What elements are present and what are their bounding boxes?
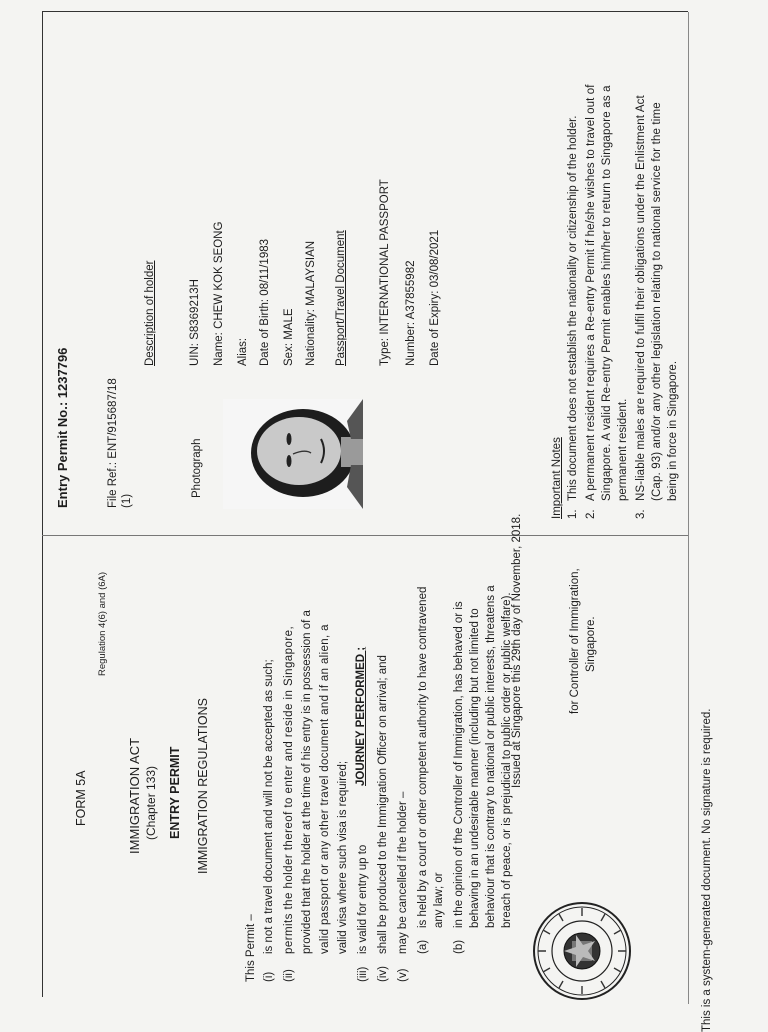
item-number: (v) — [397, 968, 409, 982]
holder-alias: Alias: — [237, 337, 249, 366]
photo-icon — [223, 399, 363, 509]
document-fold-line — [42, 535, 688, 536]
document-border-right — [42, 11, 688, 12]
note-number: 1. — [567, 509, 579, 519]
passport-heading: Passport/Travel Document — [335, 230, 347, 366]
passport-type: Type: INTERNATIONAL PASSPORT — [379, 179, 391, 366]
official-seal — [532, 901, 632, 1001]
subitem-line: breach of peace, or is prejudicial to public order or public welfare). — [501, 592, 513, 928]
passport-number: Number: A37855982 — [405, 260, 417, 366]
item-number: (iv) — [377, 966, 389, 982]
item-line: provided that the holder at the time of his entry is in possession of a — [301, 610, 313, 954]
holder-sex: Sex: MALE — [283, 308, 295, 366]
item-number: (ii) — [283, 969, 295, 982]
note-line: permanent resident. — [617, 398, 629, 501]
holder-uin: UIN: S8369213H — [189, 279, 201, 366]
holder-name: Name: CHEW KOK SEONG — [213, 221, 225, 366]
subitem-line: any law; or — [433, 872, 445, 928]
subitem-line: behaviour that is contrary to national or public interests, threatens a — [485, 585, 497, 928]
entry-permit-title: ENTRY PERMIT — [168, 746, 182, 839]
document-border-top — [42, 12, 43, 997]
note-line: (Cap. 93) and/or any other legislation relating to national service for the time — [651, 102, 663, 501]
regulations-title: IMMIGRATION REGULATIONS — [196, 698, 210, 874]
permit-intro: This Permit – — [245, 914, 257, 982]
holder-dob: Date of Birth: 08/11/1983 — [259, 238, 271, 366]
regulation-reference: Regulation 4(6) and (6A) — [97, 571, 108, 676]
passport-expiry: Date of Expiry: 03/08/2021 — [429, 229, 441, 366]
important-notes-heading: Important Notes — [551, 437, 563, 519]
item-number: (i) — [263, 971, 275, 982]
item-line: valid passport or any other travel document and if an alien, a — [319, 624, 331, 954]
note-number: 3. — [635, 509, 647, 519]
note-line: Singapore. A valid Re-entry Permit enables him/her to return to Singapore as a — [601, 85, 613, 501]
description-heading: Description of holder — [144, 260, 156, 366]
note-line: NS-liable males are required to fulfil their obligations under the Enlistment Act — [635, 95, 647, 501]
controller-title: for Controller of Immigration, — [569, 568, 581, 714]
note-line: This document does not establish the nationality or citizenship of the holder. — [567, 115, 579, 501]
note-line: being in force in Singapore. — [667, 360, 679, 501]
item-line: shall be produced to the Immigration Officer on arrival; and — [377, 655, 389, 954]
subitem-line: behaving in an undesirable manner (including but not limited to — [469, 608, 481, 928]
holder-nationality: Nationality: MALAYSIAN — [305, 240, 317, 366]
item-line: permits the holder thereof to enter and reside in Singapore, — [283, 625, 295, 954]
act-chapter: (Chapter 133) — [144, 765, 158, 840]
seal-icon — [532, 901, 632, 1001]
system-generated-note: This is a system-generated document. No signature is required. — [701, 708, 713, 1032]
act-title: IMMIGRATION ACT — [127, 737, 142, 854]
file-reference: File Ref.: ENT/915687/18 — [107, 378, 119, 508]
photograph-label: Photograph — [191, 438, 203, 498]
subitem-number: (a) — [417, 939, 429, 954]
file-reference-sub: (1) — [121, 493, 133, 508]
subitem-number: (b) — [453, 939, 465, 954]
controller-location: Singapore. — [585, 616, 597, 672]
holder-photo — [223, 399, 363, 509]
item-line: is not a travel document and will not be accepted as such; — [263, 659, 275, 954]
item-line: valid visa where such visa is required; — [337, 760, 349, 954]
subitem-line: in the opinion of the Controller of Immigration, has behaved or is — [453, 601, 465, 928]
note-line: A permanent resident requires a Re-entry Permit if he/she wishes to travel out of — [585, 84, 597, 501]
note-number: 2. — [585, 509, 597, 519]
subitem-line: is held by a court or other competent authority to have contravened — [417, 586, 429, 928]
form-number: FORM 5A — [74, 770, 88, 826]
item-line: may be cancelled if the holder – — [397, 791, 409, 954]
permit-number: Entry Permit No.: 1237796 — [55, 347, 70, 508]
issue-statement: Issued at Singapore this 29th day of November, 2018. — [511, 513, 523, 788]
document-border-bottom — [688, 12, 689, 1004]
item-number: (iii) — [357, 966, 369, 982]
validity-value: JOURNEY PERFORMED ; — [355, 646, 367, 786]
item-line: is valid for entry up to — [357, 844, 369, 954]
